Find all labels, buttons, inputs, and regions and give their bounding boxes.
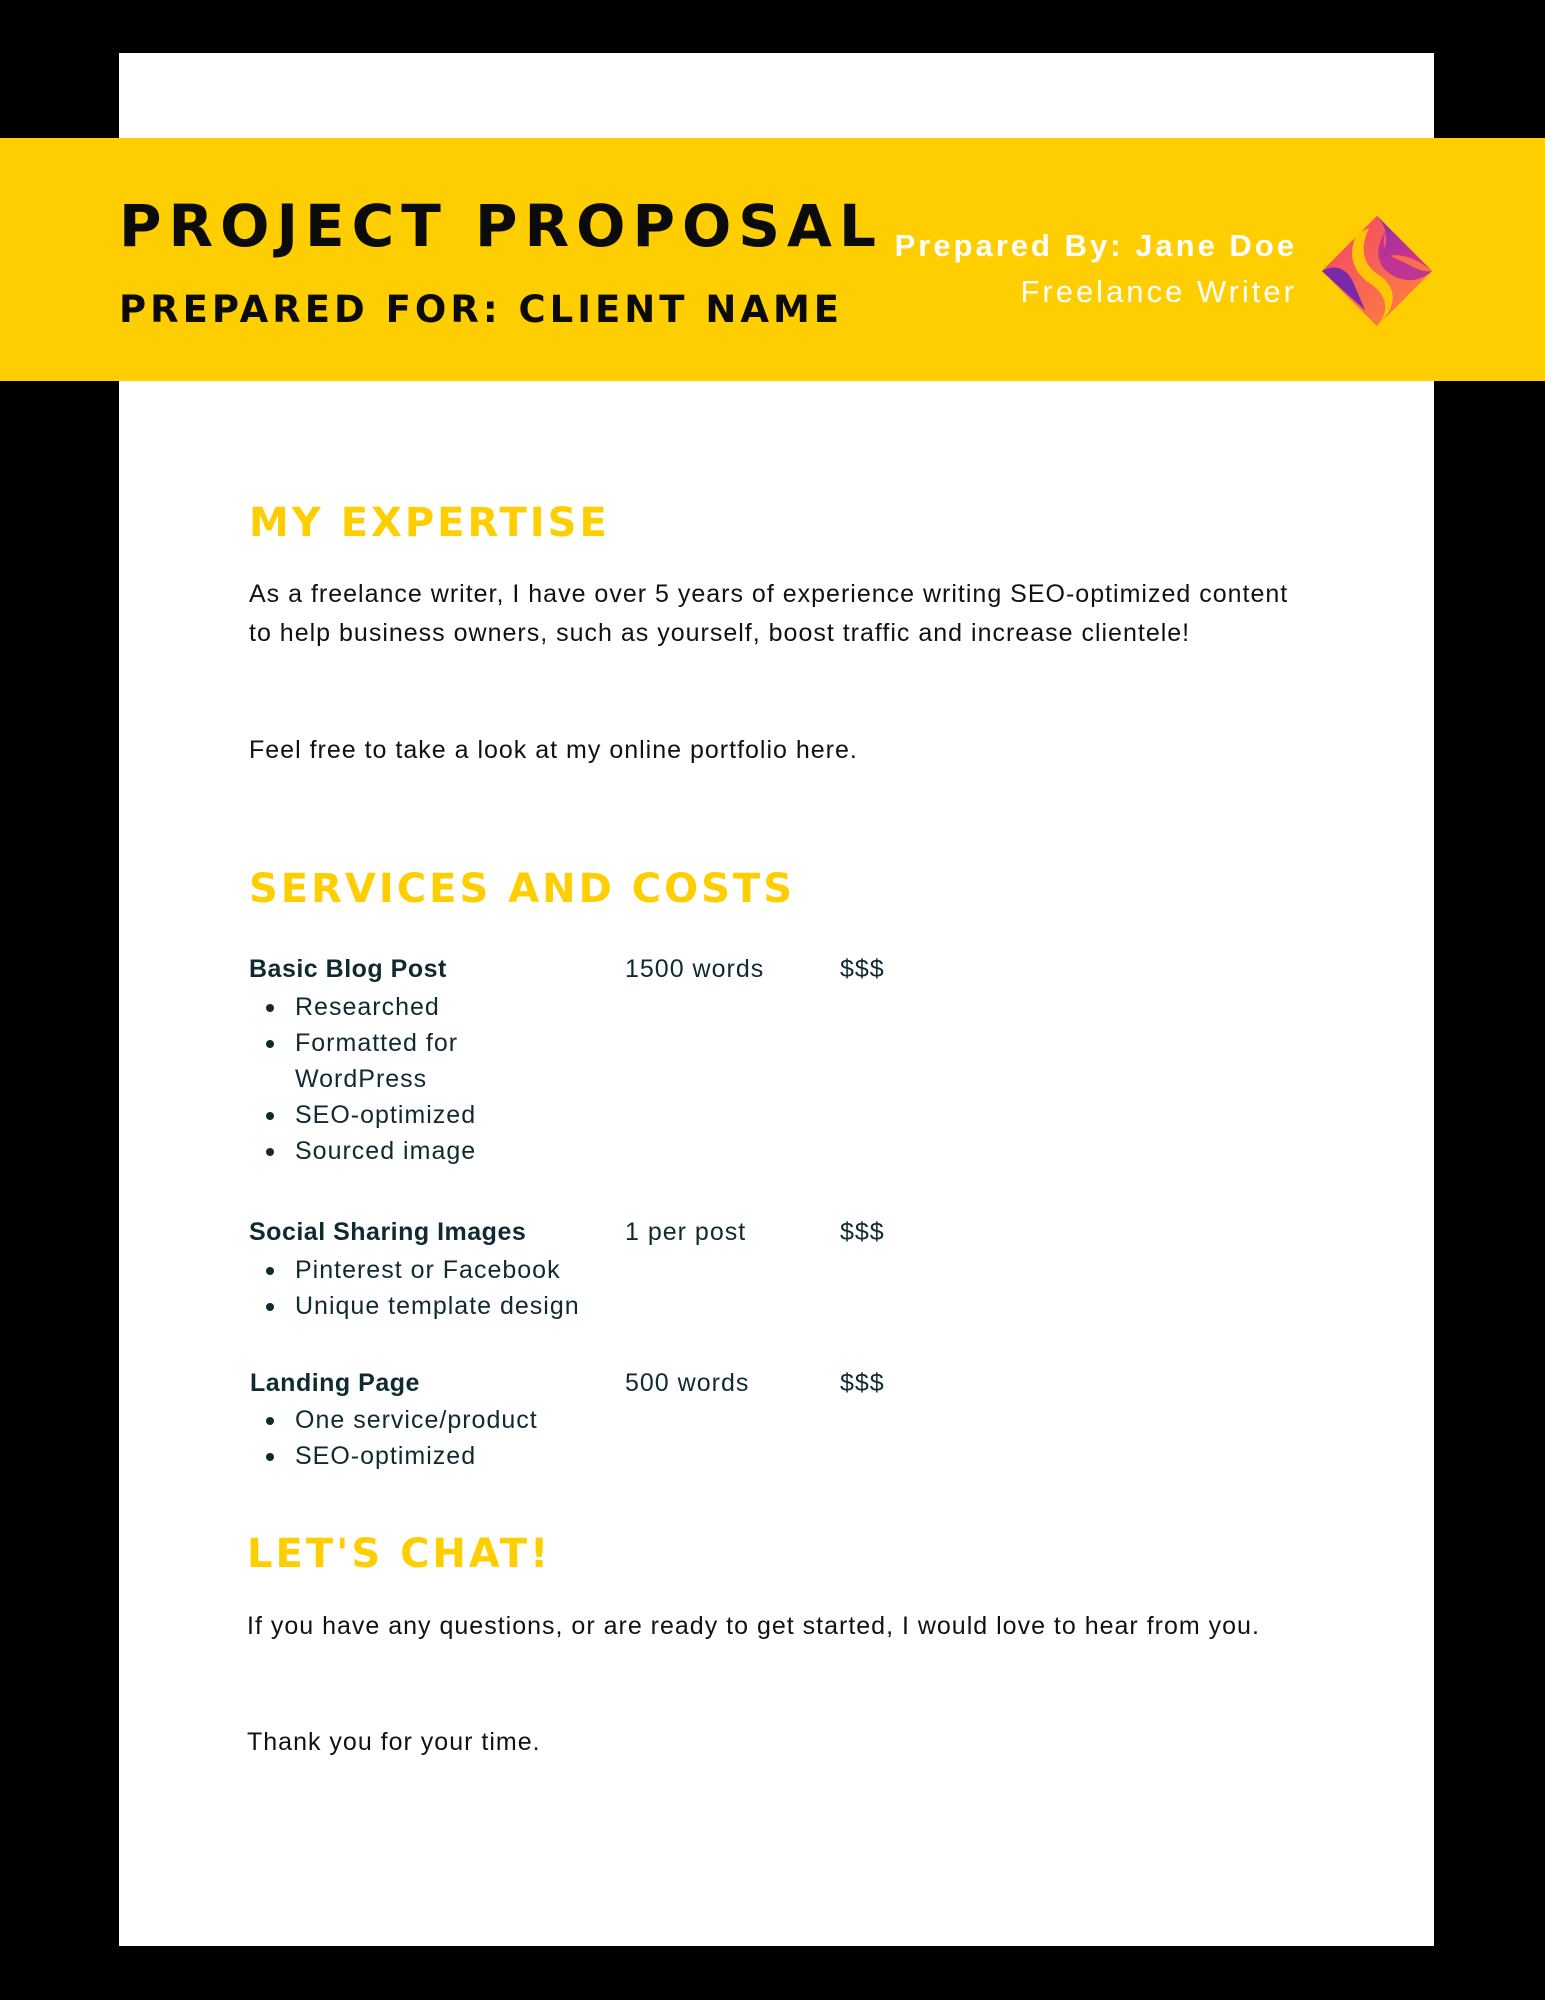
document-title: PROJECT PROPOSAL — [119, 192, 883, 260]
list-item: Unique template design — [250, 1288, 620, 1324]
abstract-diamond-logo-icon — [1318, 212, 1436, 330]
list-item: SEO-optimized — [250, 1097, 520, 1133]
service-name: Basic Blog Post — [249, 955, 447, 983]
prepared-for-line: PREPARED FOR: CLIENT NAME — [119, 288, 844, 331]
service-feature-list — [250, 1402, 620, 1474]
service-price: $$$ — [840, 1369, 885, 1397]
list-item: Formatted for WordPress — [250, 1025, 520, 1097]
chat-paragraph: If you have any questions, or are ready to get started, I would love to hear from you. — [247, 1612, 1260, 1640]
service-quantity: 1 per post — [625, 1218, 747, 1246]
service-name: Social Sharing Images — [249, 1218, 527, 1246]
service-feature-list — [250, 1252, 620, 1324]
list-item: Pinterest or Facebook — [250, 1252, 620, 1288]
thanks-paragraph: Thank you for your time. — [247, 1728, 541, 1756]
prepared-by-line: Prepared By: Jane Doe — [894, 228, 1297, 263]
chat-heading: LET'S CHAT! — [247, 1531, 552, 1577]
services-heading: SERVICES AND COSTS — [249, 866, 796, 912]
list-item: Sourced image — [250, 1133, 520, 1169]
service-quantity: 500 words — [625, 1369, 750, 1397]
service-feature-list — [250, 989, 520, 1169]
list-item: One service/product — [250, 1402, 620, 1438]
expertise-paragraph: As a freelance writer, I have over 5 years of experience writing SEO-optimized content to help business owners, such as yourself, boost traffic and increase clientele! — [249, 580, 1289, 647]
service-price: $$$ — [840, 955, 885, 983]
author-role: Freelance Writer — [1020, 274, 1297, 309]
service-price: $$$ — [840, 1218, 885, 1246]
portfolio-paragraph: Feel free to take a look at my online portfolio here. — [249, 736, 858, 764]
list-item: SEO-optimized — [250, 1438, 620, 1474]
service-name: Landing Page — [250, 1369, 420, 1397]
service-quantity: 1500 words — [625, 955, 765, 983]
list-item: Researched — [250, 989, 520, 1025]
expertise-heading: MY EXPERTISE — [249, 500, 610, 546]
